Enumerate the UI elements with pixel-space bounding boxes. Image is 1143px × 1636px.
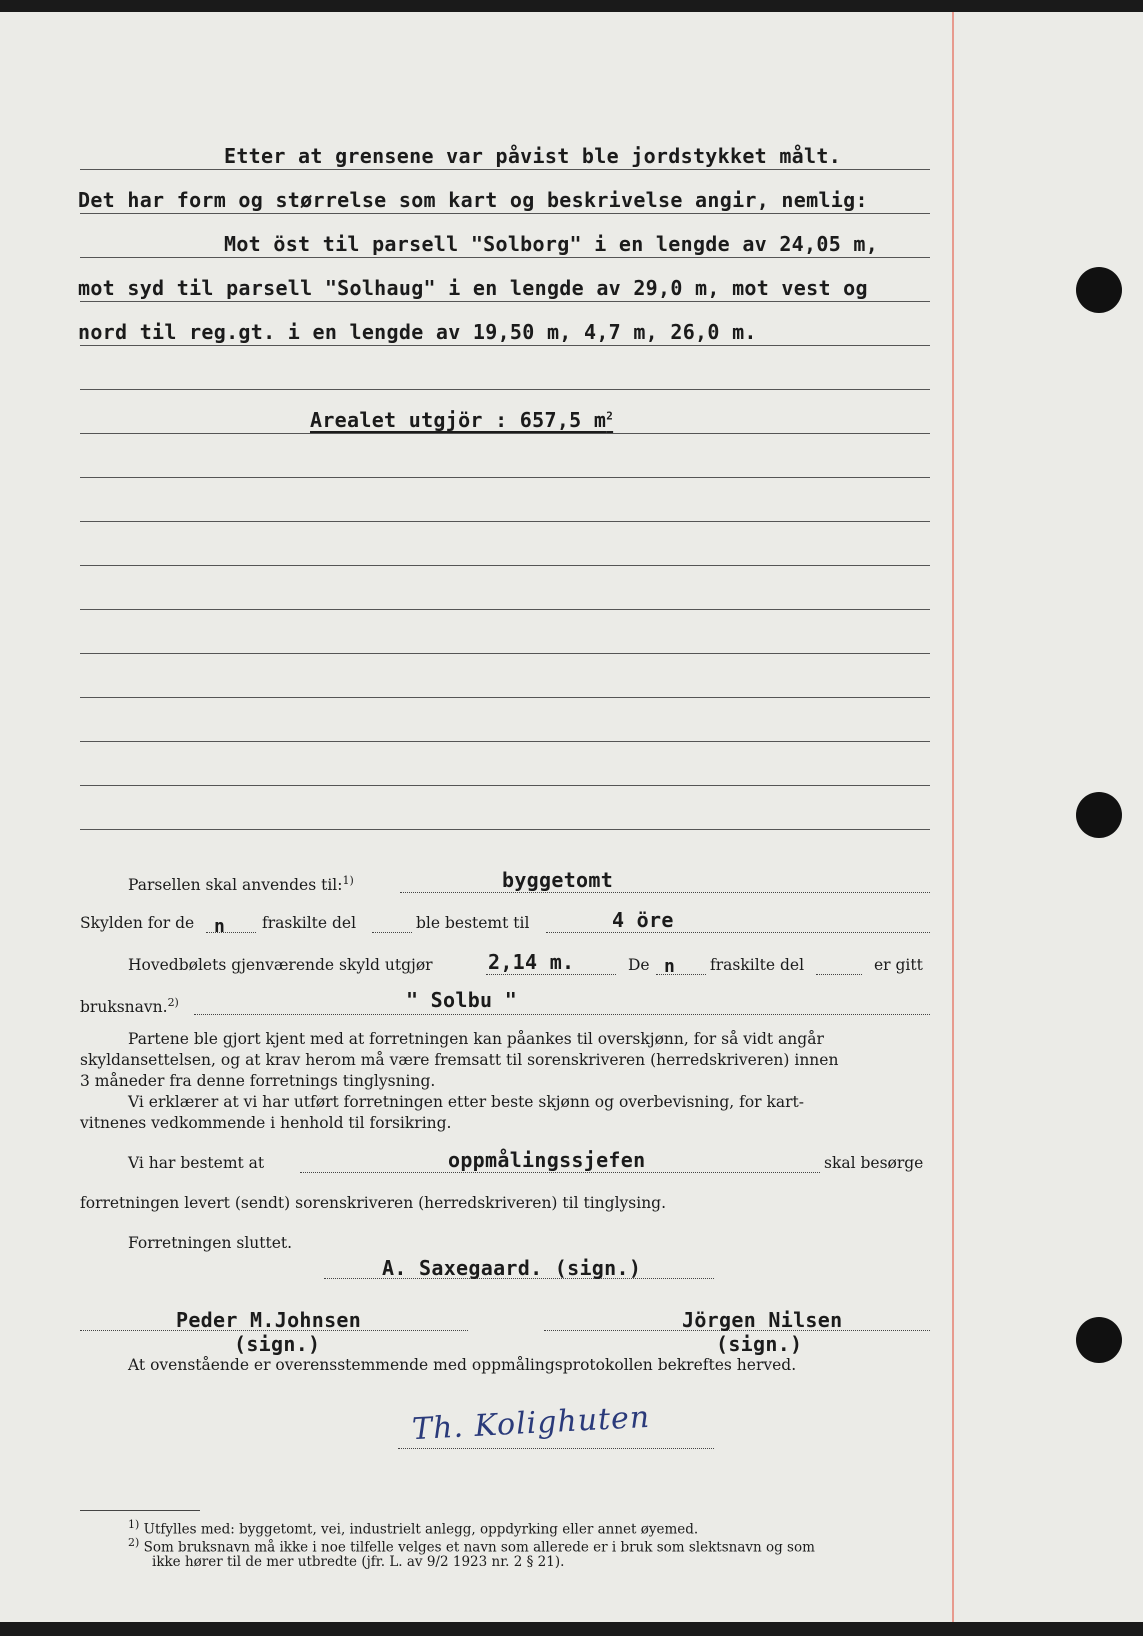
punch-hole [1076,1317,1122,1363]
ruled-line [80,829,930,830]
name-label: bruksnavn.$^{2)}$ [80,996,179,1017]
intro-line-2: Det har form og størrelse som kart og beskrivelse angir, nemlig: [78,188,868,212]
ruled-line [80,169,930,170]
dotted-line [816,974,862,975]
footnote-2: $^{2)}$ Som bruksnavn må ikke i noe tilfelle velges et navn som allerede er i bruk som slektsnavn og som [128,1536,815,1556]
ruled-line [80,389,930,390]
remaining-label-d: er gitt [874,956,923,974]
dotted-line [372,932,412,933]
ruled-line [80,521,930,522]
footnote-2-cont: ikke hører til de mer utbredte (jfr. L. av 9/2 1923 nr. 2 § 21). [152,1554,565,1570]
name-value: " Solbu " [406,988,518,1012]
remaining-label: Hovedbølets gjenværende skyld utgjør [128,956,433,974]
tax-value: 4 öre [612,908,674,932]
tax-label-c: ble bestemt til [416,914,530,932]
dotted-line [300,1172,820,1173]
dotted-line [398,1448,714,1449]
dotted-line [486,974,616,975]
tax-fill-a: n [214,916,225,937]
ruled-line [80,653,930,654]
signature-right-name: Jörgen Nilsen [682,1308,843,1332]
signature-left-sign: (sign.) [234,1332,321,1356]
ruled-line [80,345,930,346]
intro-line-3: Mot öst til parsell "Solborg" i en lengde av 24,05 m, [224,232,879,256]
use-label: Parsellen skal anvendes til:$^{1)}$ [128,874,354,895]
intro-line-4: mot syd til parsell "Solhaug" i en lengde av 29,0 m, mot vest og [78,276,868,300]
margin-line [952,12,954,1622]
ruled-line [80,257,930,258]
footnote-rule [80,1510,200,1511]
dotted-line [194,1014,930,1015]
footnote-1: $^{1)}$ Utfylles med: byggetomt, vei, industrielt anlegg, oppdyrking eller annet øyemed. [128,1518,699,1538]
document-page [0,12,1143,1622]
remaining-value: 2,14 m. [488,950,575,974]
ruled-line [80,785,930,786]
handwritten-signature: Th. Kolighuten [411,1399,652,1448]
ruled-line [80,609,930,610]
deliver-label: Vi har bestemt at [128,1154,265,1172]
deliver-label-b: skal besørge [824,1154,924,1172]
deliver-line2: forretningen levert (sendt) sorenskriveren (herredskriveren) til tinglysing. [80,1194,667,1212]
signature-main: A. Saxegaard. (sign.) [382,1256,642,1280]
para2-line1: Vi erklærer at vi har utført forretningen etter beste skjønn og overbevisning, for kart- [128,1093,805,1111]
remaining-label-c: fraskilte del [710,956,805,974]
area-total: Arealet utgjör : 657,5 $m^2$ [310,408,614,432]
intro-line-1: Etter at grensene var påvist ble jordstykket målt. [224,144,842,168]
para1-line2: skyldansettelsen, og at krav herom må være fremsatt til sorenskriveren (herredskriveren) innen [80,1051,839,1069]
ruled-line [80,565,930,566]
remaining-label-b: De [628,956,650,974]
ruled-line [80,697,930,698]
dotted-line [400,892,930,893]
remaining-fill: n [664,956,675,977]
ruled-line [80,477,930,478]
ruled-line [80,741,930,742]
punch-hole [1076,792,1122,838]
ruled-line [80,301,930,302]
signature-left-name: Peder M.Johnsen [176,1308,362,1332]
tax-label-a: Skylden for de [80,914,195,932]
signature-right-sign: (sign.) [716,1332,803,1356]
ruled-line [80,213,930,214]
dotted-line [546,932,930,933]
intro-line-5: nord til reg.gt. i en lengde av 19,50 m, 4,7 m, 26,0 m. [78,320,757,344]
confirm-text: At ovenstående er overensstemmende med oppmålingsprotokollen bekreftes herved. [128,1356,797,1374]
punch-hole [1076,267,1122,313]
deliver-value: oppmålingssjefen [448,1148,646,1172]
para1-line3: 3 måneder fra denne forretnings tinglysning. [80,1072,436,1090]
para2-line2: vitnenes vedkommende i henhold til forsikring. [80,1114,452,1132]
para1-line1: Partene ble gjort kjent med at forretningen kan påankes til overskjønn, for så vidt angår [128,1030,824,1048]
ruled-line [80,433,930,434]
tax-label-b: fraskilte del [262,914,357,932]
closed-text: Forretningen sluttet. [128,1234,293,1252]
use-value: byggetomt [502,868,614,892]
